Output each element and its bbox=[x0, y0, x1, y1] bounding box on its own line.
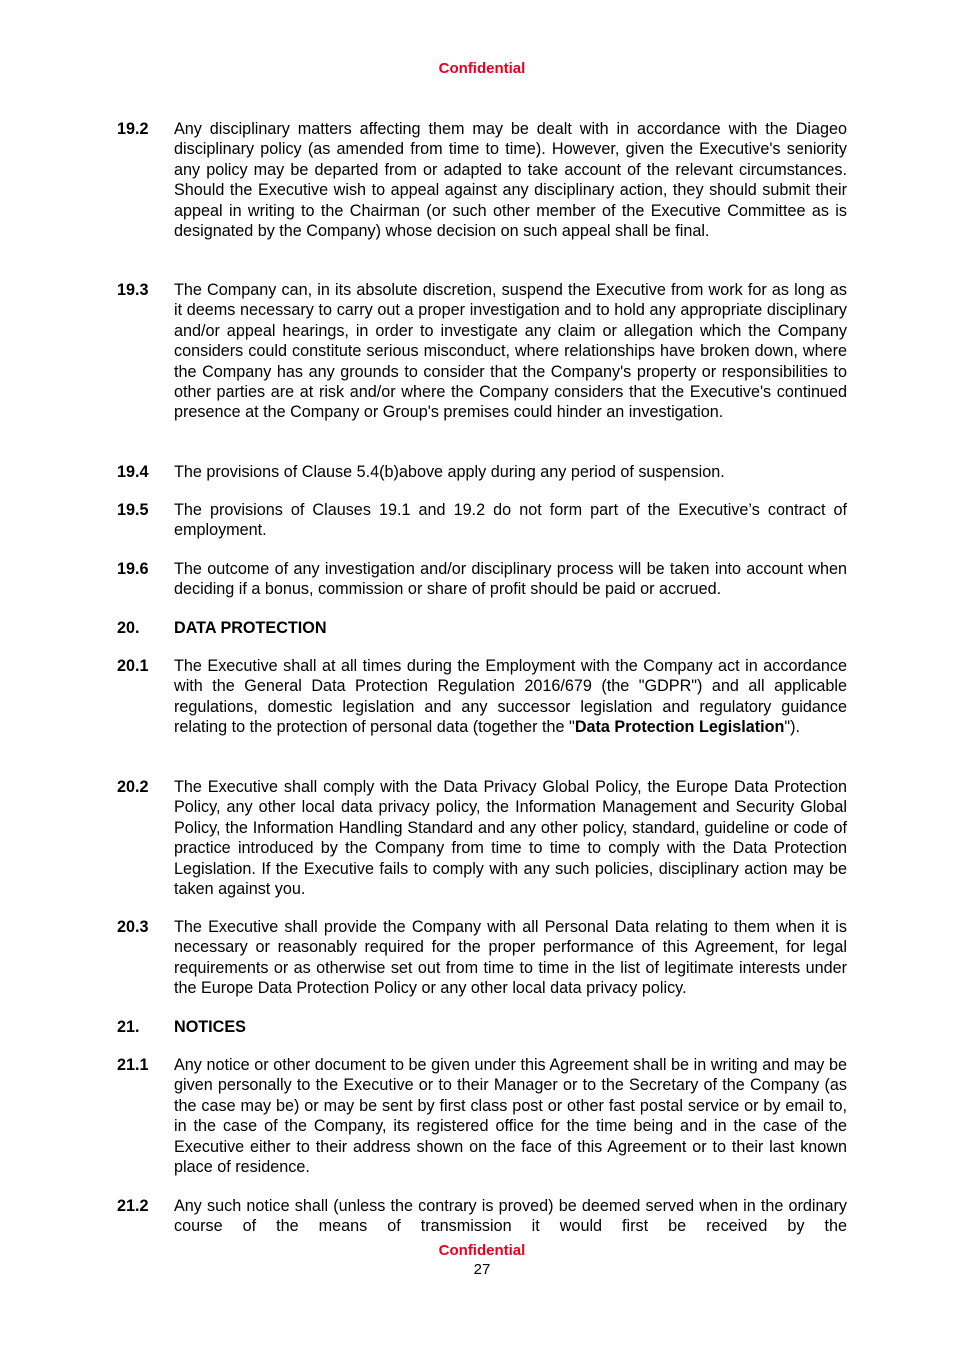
clause-text: The Company can, in its absolute discretion, suspend the Executive from work for as long as it deems necessary to carry out a proper investigation and to hold any appropriate disciplinary and/or appeal hearings, in order to investigate any claim or allegation which the Company considers could constitute serious misconduct, where relationships have broken down, where the Company has any grounds to consider that the Company's property or responsibilities to other parties are at risk and/or where the Company considers that the Executive's continued presence at the Company or Group's premises could hinder an investigation. bbox=[174, 281, 847, 422]
clause-text: The outcome of any investigation and/or disciplinary process will be taken into account when deciding if a bonus, commission or share of profit should be paid or accrued. bbox=[174, 560, 847, 599]
clause-text: Any such notice shall (unless the contrary is proved) be deemed served when in the ordinary course of the means of transmission it would first be received by the bbox=[174, 1197, 847, 1236]
section-20-heading bbox=[117, 618, 847, 638]
clause-text-main: The Executive shall at all times during the Employment with the Company act in accordance with the General Data Protection Regulation 2016/679 (the "GDPR") and all applicable regulations, domestic legislation and any successor legislation and regulatory guidance relating to the protection of personal data (together the " bbox=[174, 657, 847, 737]
clause-text bbox=[174, 656, 847, 738]
page-number: 27 bbox=[473, 1261, 491, 1278]
confidential-header: Confidential bbox=[438, 60, 526, 77]
clause-number: 21.1 bbox=[117, 1056, 149, 1074]
clause-number: 19.5 bbox=[117, 501, 149, 519]
clause-text-end: "). bbox=[784, 718, 801, 737]
section-title: NOTICES bbox=[174, 1018, 246, 1036]
clause-text: The Executive shall comply with the Data Privacy Global Policy, the Europe Data Protection Policy, any other local data privacy policy, the Information Management and Security Global Policy, the Information Handling Standard and any other policy, standard, guideline or code of practice introduced by the Company from time to time to comply with the Data Protection Legislation. If the Executive fails to comply with any such policies, disciplinary action may be taken against you. bbox=[174, 778, 847, 899]
clause-20-1 bbox=[117, 656, 847, 738]
clause-text: The Executive shall provide the Company with all Personal Data relating to them when it is necessary or reasonably required for the proper performance of this Agreement, for legal requirements or as otherwise set out from time to time in the list of legitimate interests under the Europe Data Protection Policy or any other local data privacy policy. bbox=[174, 918, 847, 998]
clause-number: 21.2 bbox=[117, 1197, 149, 1215]
clause-number: 19.4 bbox=[117, 463, 149, 481]
section-number: 20. bbox=[117, 619, 140, 637]
clause-number: 19.3 bbox=[117, 281, 149, 299]
clause-number: 19.6 bbox=[117, 560, 149, 578]
clause-19-2 bbox=[117, 119, 847, 241]
clause-number: 20.3 bbox=[117, 918, 149, 936]
section-21-heading bbox=[117, 1017, 847, 1037]
clause-21-2 bbox=[117, 1196, 847, 1237]
clause-19-5 bbox=[117, 500, 847, 541]
clause-text: The provisions of Clauses 19.1 and 19.2 do not form part of the Executive’s contract of employment. bbox=[174, 501, 847, 540]
clause-text: Any disciplinary matters affecting them may be dealt with in accordance with the Diageo disciplinary policy (as amended from time to time). However, given the Executive's seniority any policy may be departed from or adapted to take account of the relevant circumstances. Should the Executive wish to appeal against any disciplinary action, they should submit their appeal in writing to the Chairman (or such other member of the Executive Committee as is designated by the Company) whose decision on such appeal shall be final. bbox=[174, 120, 847, 241]
clause-19-3 bbox=[117, 280, 847, 423]
clause-19-4 bbox=[117, 462, 847, 482]
section-number: 21. bbox=[117, 1018, 140, 1036]
clause-number: 20.2 bbox=[117, 778, 149, 796]
clause-20-3 bbox=[117, 917, 847, 999]
clause-21-1 bbox=[117, 1055, 847, 1177]
section-title: DATA PROTECTION bbox=[174, 619, 327, 637]
clause-number: 20.1 bbox=[117, 657, 149, 675]
clause-text: The provisions of Clause 5.4(b)above apply during any period of suspension. bbox=[174, 463, 725, 481]
clause-19-6 bbox=[117, 559, 847, 600]
confidential-footer: Confidential bbox=[438, 1242, 526, 1259]
clause-text: Any notice or other document to be given under this Agreement shall be in writing and may be given personally to the Executive or to their Manager or to the Secretary of the Company (as the case may be) or may be sent by first class post or other fast postal service or by email to, in the case of the Company, its registered office for the time being and in the case of the Executive either to their address shown on the face of this Agreement or to their last known place of residence. bbox=[174, 1056, 847, 1177]
clause-20-2 bbox=[117, 777, 847, 899]
defined-term: Data Protection Legislation bbox=[574, 718, 785, 737]
clause-number: 19.2 bbox=[117, 120, 149, 138]
